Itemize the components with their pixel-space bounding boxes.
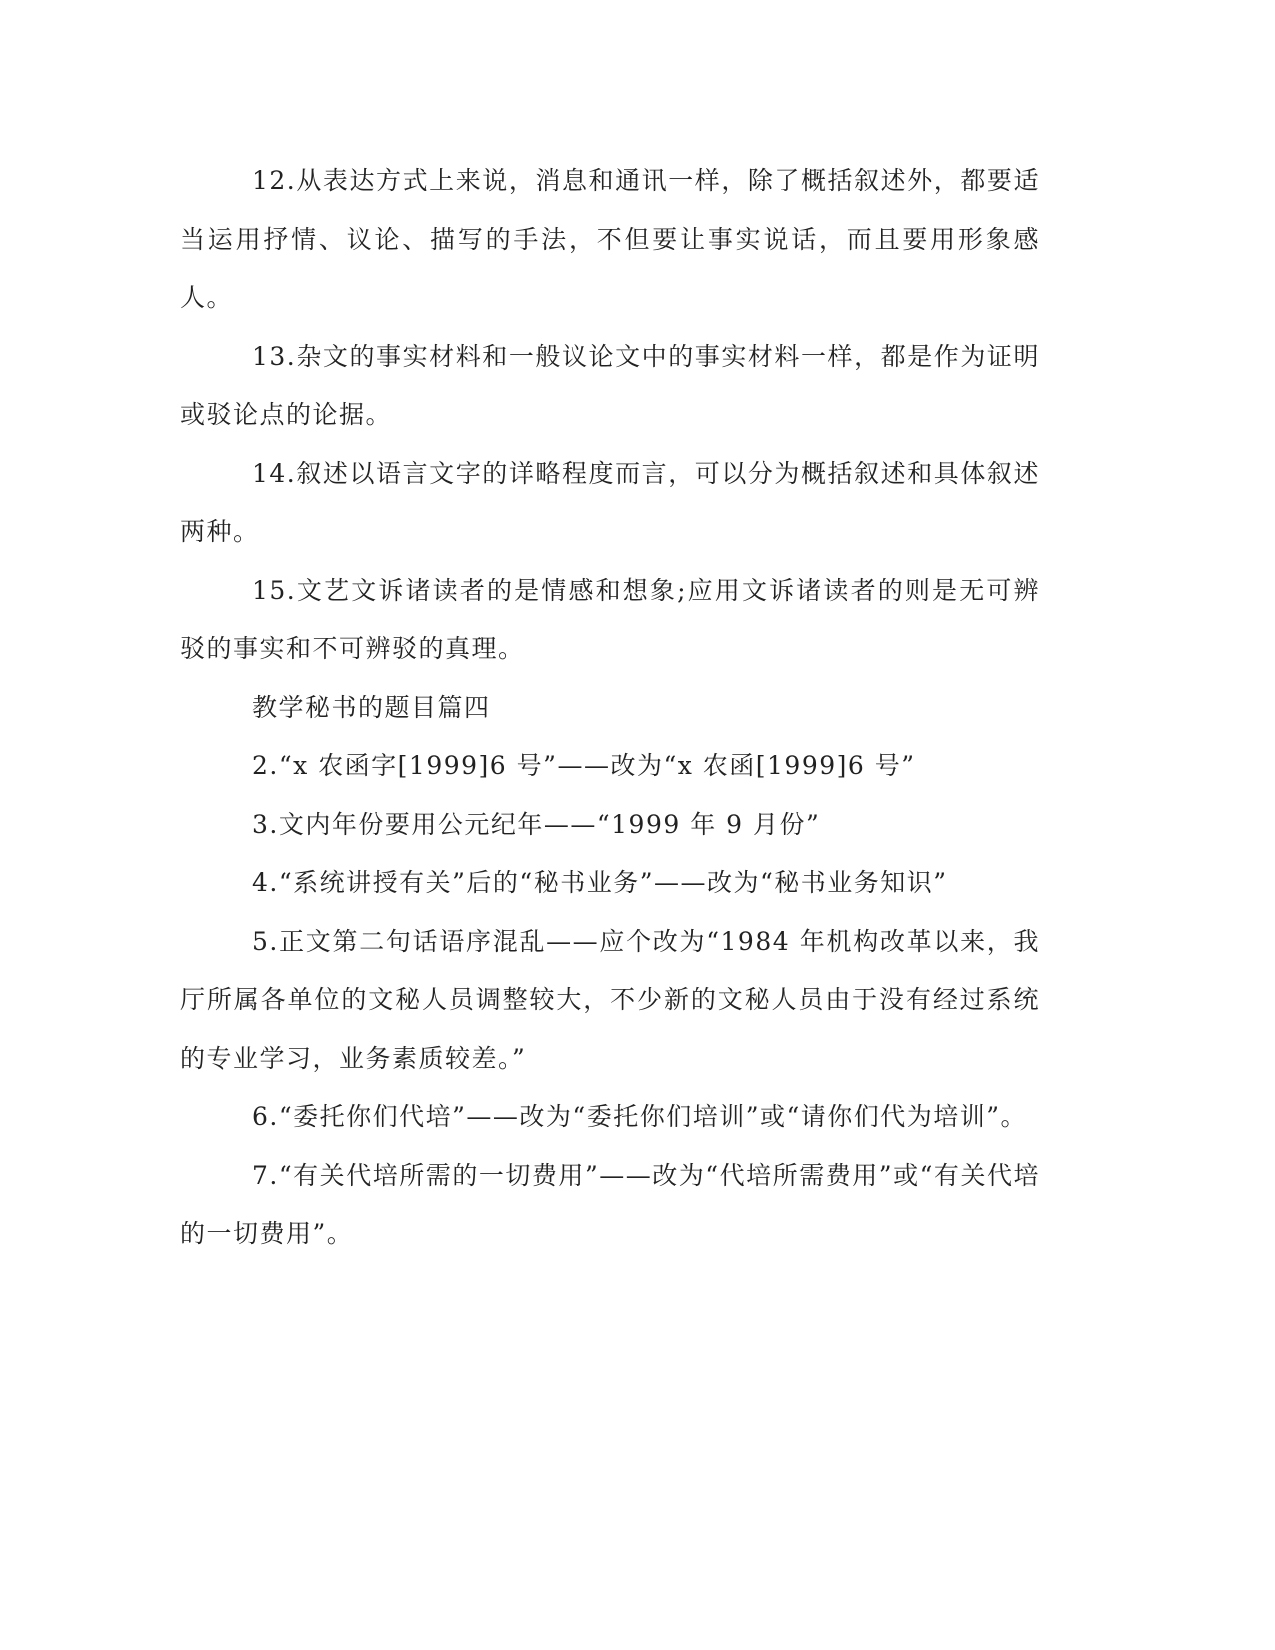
paragraph-14: 14.叙述以语言文字的详略程度而言，可以分为概括叙述和具体叙述两种。: [180, 458, 1040, 546]
paragraph-15: 15.文艺文诉诸读者的是情感和想象;应用文诉诸读者的则是无可辨驳的事实和不可辨驳的真理。: [180, 575, 1040, 663]
paragraph-6: 6.“委托你们代培”——改为“委托你们培训”或“请你们代为培训”。: [252, 1102, 1028, 1131]
paragraph-13: 13.杂文的事实材料和一般议论文中的事实材料一样，都是作为证明或驳论点的论据。: [180, 341, 1040, 429]
paragraph-5: 5.正文第二句话语序混乱——应个改为“1984 年机构改革以来，我厅所属各单位的文秘人员调整较大，不少新的文秘人员由于没有经过系统的专业学习，业务素质较差。”: [180, 926, 1040, 1073]
paragraph-3: 3.文内年份要用公元纪年——“1999 年 9 月份”: [252, 809, 821, 839]
paragraph-12: 12.从表达方式上来说，消息和通讯一样，除了概括叙述外，都要适当运用抒情、议论、描写的手法，不但要让事实说话，而且要用形象感人。: [180, 166, 1040, 312]
section-heading: 教学秘书的题目篇四: [252, 692, 491, 722]
paragraph-4: 4.“系统讲授有关”后的“秘书业务”——改为“秘书业务知识”: [252, 868, 948, 897]
paragraph-2: 2.“x 农函字[1999]6 号”——改为“x 农函[1999]6 号”: [252, 751, 916, 780]
paragraph-7: 7.“有关代培所需的一切费用”——改为“代培所需费用”或“有关代培的一切费用”。: [180, 1160, 1040, 1248]
document-body: [180, 152, 1040, 1264]
